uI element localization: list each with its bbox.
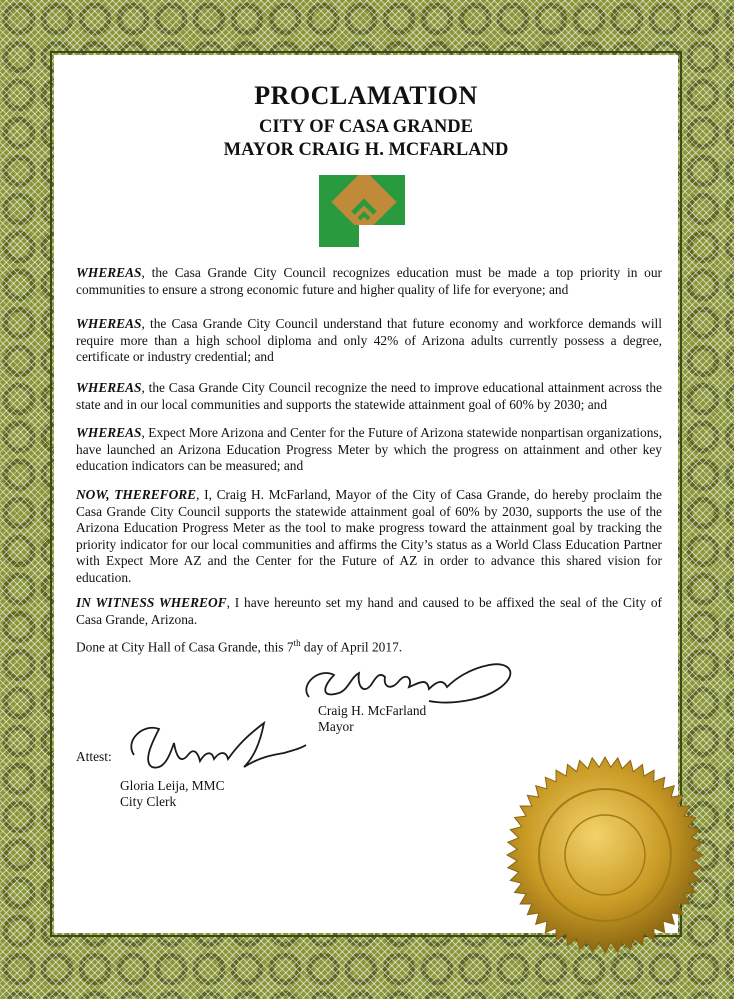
- gold-seal-icon: [505, 755, 705, 955]
- mayor-signature-title: Mayor: [318, 719, 354, 734]
- city-name: CITY OF CASA GRANDE: [259, 117, 473, 137]
- done-at-line: Done at City Hall of Casa Grande, this 7th day of April 2017.: [76, 638, 403, 655]
- whereas-paragraph-2: WHEREAS, the Casa Grande City Council understand that future economy and workforce demands will require more than a high school diploma and only 42% of Arizona adults currently possess a degree, certificate or industry credential; and: [76, 316, 662, 364]
- clerk-signature-name: Gloria Leija, MMC: [120, 778, 225, 793]
- now-therefore-paragraph: NOW, THEREFORE, I, Craig H. McFarland, Mayor of the City of Casa Grande, do hereby proclaim the Casa Grande City Council supports the statewide attainment goal of 60% by 2030, supports the use of the Arizona Education Progress Meter as the tool to make progress toward the attainment goal by tracking the priority indicator for our local communities and affirms the City’s status as a World Class Education Partner with Expect More AZ and the Center for the Future of AZ in order to advance this shared vision for education.: [76, 487, 663, 585]
- whereas-paragraph-1: WHEREAS, the Casa Grande City Council recognizes education must be made a top priority in our communities to ensure a strong economic future and higher quality of life for everyone; and: [76, 265, 662, 297]
- whereas-paragraph-4: WHEREAS, Expect More Arizona and Center for the Future of Arizona statewide nonpartisan organizations, have launched an Arizona Education Progress Meter by which the progress on attainment and other key education indicators can be measured; and: [76, 425, 662, 473]
- mayor-signature-icon: [279, 655, 529, 710]
- clerk-signature-icon: [114, 715, 314, 785]
- clerk-signature-title: City Clerk: [120, 794, 177, 809]
- city-logo-icon: [319, 175, 405, 247]
- whereas-paragraph-3: WHEREAS, the Casa Grande City Council recognize the need to improve educational attainment across the state and in our local communities and supports the statewide attainment goal of 60% by 2030; and: [76, 380, 662, 412]
- witness-paragraph: IN WITNESS WHEREOF, I have hereunto set my hand and caused to be affixed the seal of the City of Casa Grande, Arizona.: [76, 595, 663, 627]
- proclamation-title: PROCLAMATION: [254, 81, 478, 110]
- attest-label: Attest:: [76, 749, 112, 764]
- mayor-name-heading: MAYOR CRAIG H. MCFARLAND: [223, 140, 509, 160]
- mayor-signature-name: Craig H. McFarland: [318, 703, 427, 718]
